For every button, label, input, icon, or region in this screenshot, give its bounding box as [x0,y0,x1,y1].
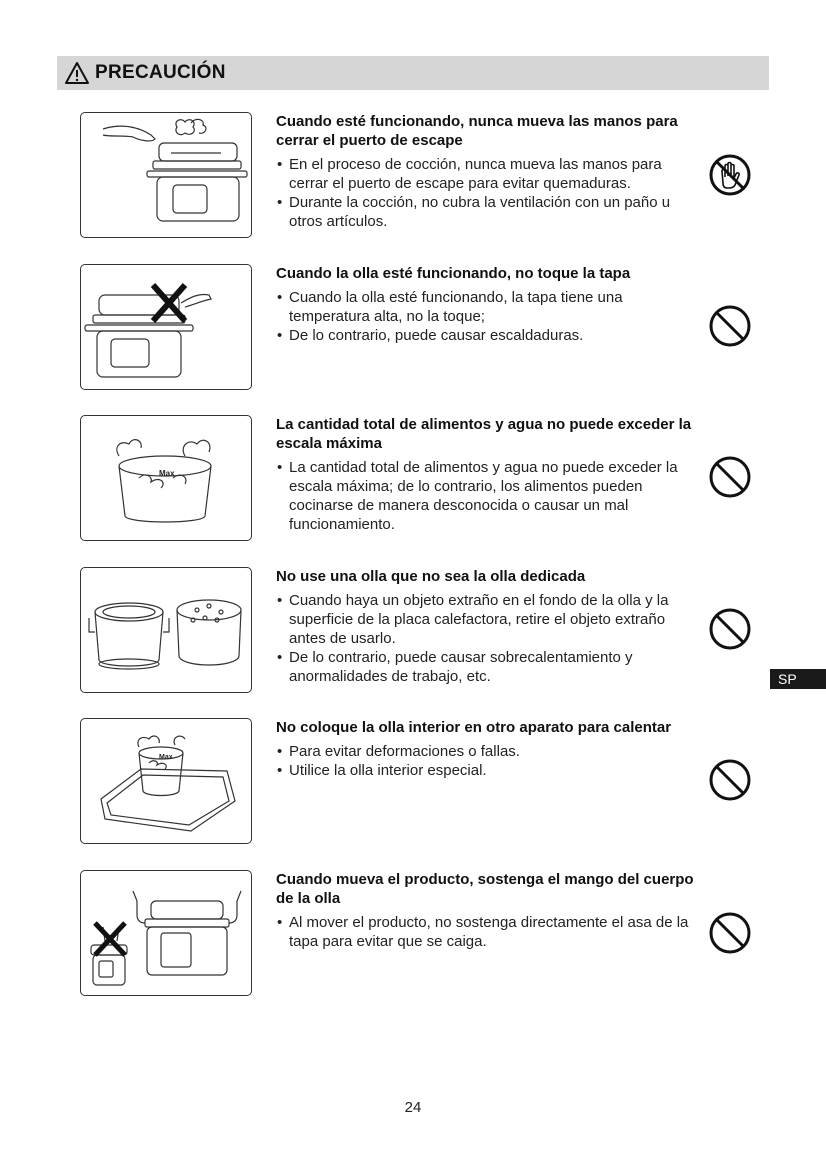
prohibited-icon [708,911,752,955]
bullet-item: • Cuando haya un objeto extraño en el fondo de la olla y la superficie de la placa calefactora, retire el objeto extraño antes de usarlo. [276,591,696,648]
carrying-pressure-cooker-drawing [81,871,251,995]
warning-triangle-icon [64,61,90,85]
prohibited-icon [708,455,752,499]
two-inner-pots-drawing [81,568,251,692]
pressure-cooker-lid-drawing [81,265,251,389]
section-heading: No coloque la olla interior en otro aparato para calentar [276,719,672,736]
max-mark-text: Max [159,469,175,478]
page-number: 24 [404,1099,422,1116]
inner-pot-max-drawing [81,416,251,540]
prohibited-icon [708,607,752,651]
language-tab: SP [770,669,826,689]
max-mark-text: Max [159,754,173,761]
bullet-item: • Durante la cocción, no cubra la ventilación con un paño u otros artículos. [276,193,696,231]
section-heading: La cantidad total de alimentos y agua no puede exceder la escala máxima [276,416,692,452]
illustration-hand-near-steam-vent [80,112,252,238]
bullet-item: • Para evitar deformaciones o fallas. [276,742,696,761]
caution-banner [57,56,769,90]
illustration-pot-on-hotplate [80,718,252,844]
bullet-item: • De lo contrario, puede causar escaldaduras. [276,326,696,345]
section-heading: No use una olla que no sea la olla dedicada [276,568,586,585]
illustration-two-pots [80,567,252,693]
page-title: PRECAUCIÓN [95,62,226,83]
pressure-cooker-steam-drawing [81,113,251,237]
bullet-item: • Al mover el producto, no sostenga directamente el asa de la tapa para evitar que se caiga. [276,913,696,951]
section-heading: Cuando mueva el producto, sostenga el mango del cuerpo de la olla [276,871,694,907]
no-touch-hand-icon [708,153,752,197]
pot-on-other-appliance-drawing [81,719,251,843]
illustration-hand-on-lid [80,264,252,390]
prohibited-icon [708,304,752,348]
bullet-item: • Cuando la olla esté funcionando, la tapa tiene una temperatura alta, no la toque; [276,288,696,326]
section-heading: Cuando la olla esté funcionando, no toque la tapa [276,265,631,282]
section-heading: Cuando esté funcionando, nunca mueva las manos para cerrar el puerto de escape [276,113,678,149]
bullet-item: • La cantidad total de alimentos y agua no puede exceder la escala máxima; de lo contrario, los alimentos pueden cocinarse de manera desconocida o causar un mal funcionamiento. [276,458,696,534]
illustration-inner-pot-max [80,415,252,541]
illustration-carrying-cooker [80,870,252,996]
bullet-item: • Utilice la olla interior especial. [276,761,696,780]
bullet-item: • En el proceso de cocción, nunca mueva las manos para cerrar el puerto de escape para evitar quemaduras. [276,155,696,193]
prohibited-icon [708,758,752,802]
bullet-item: • De lo contrario, puede causar sobrecalentamiento y anormalidades de trabajo, etc. [276,648,696,686]
